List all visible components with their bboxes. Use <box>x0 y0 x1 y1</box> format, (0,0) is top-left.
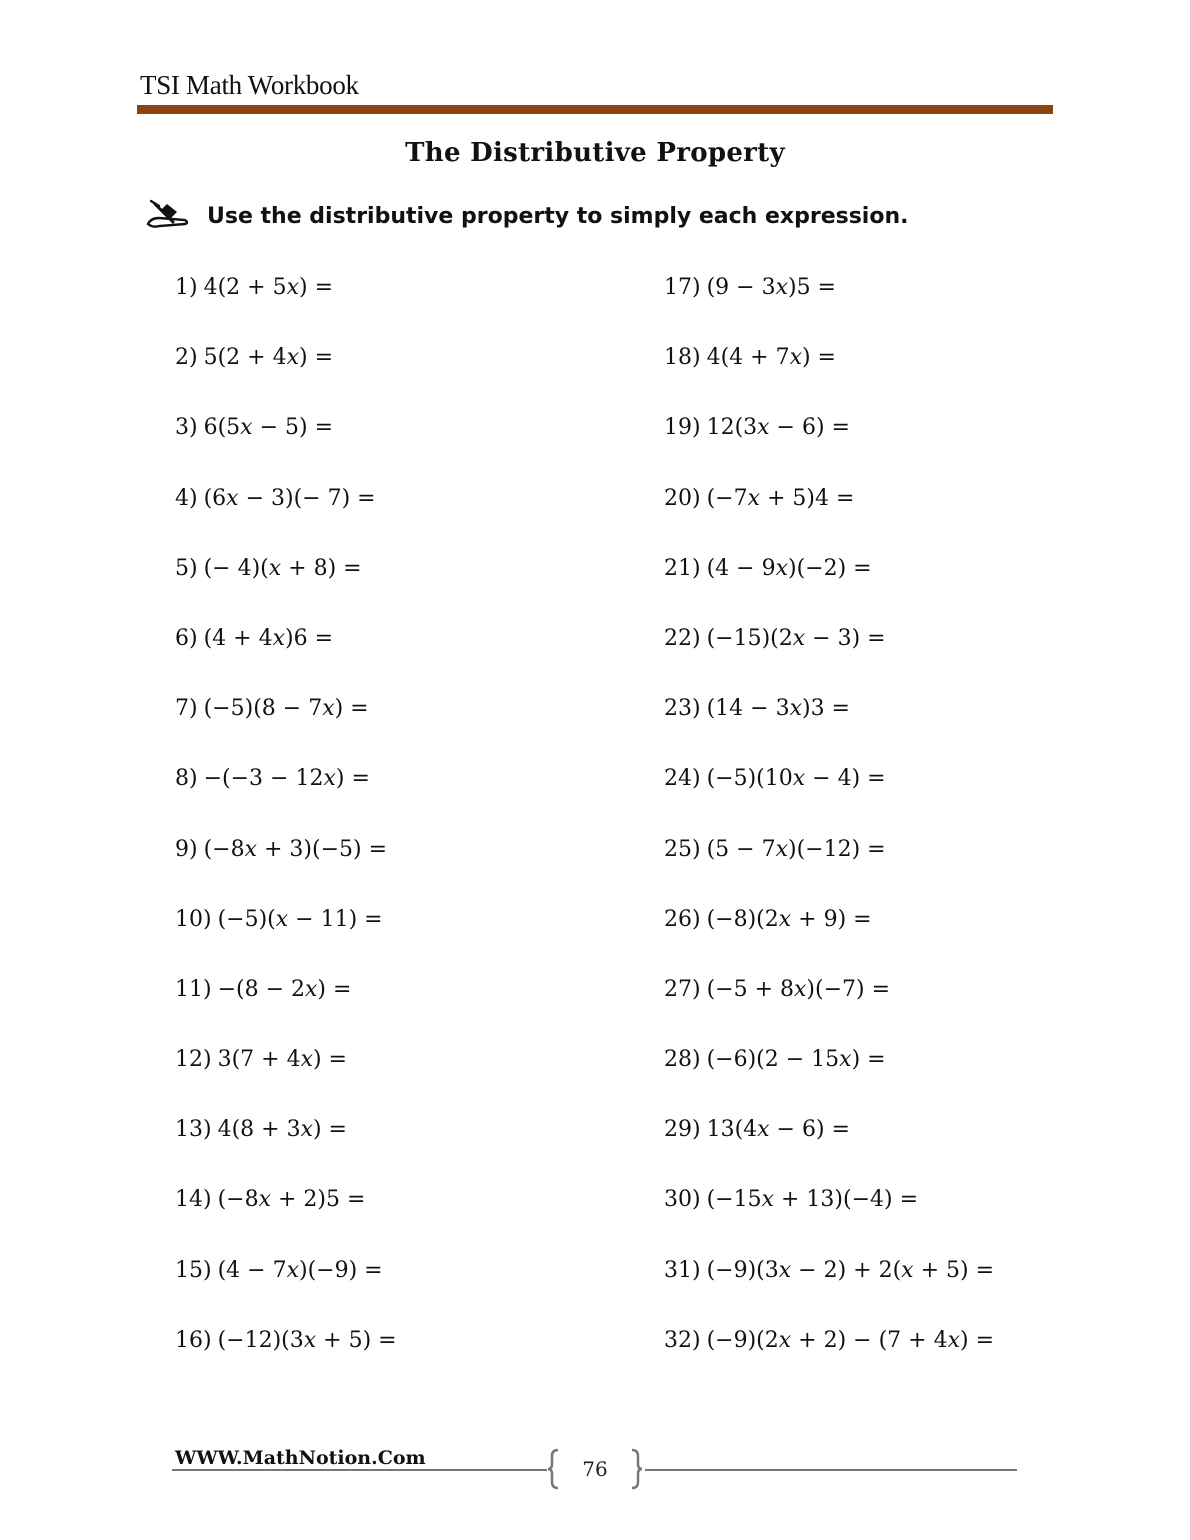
problem-number: 6) <box>175 625 198 651</box>
problem-item <box>664 486 994 556</box>
problem-item <box>175 1258 397 1328</box>
problems-right-column <box>664 275 994 1398</box>
problem-item <box>175 415 397 485</box>
problem-number: 12) <box>175 1047 212 1073</box>
problem-item <box>664 1258 994 1328</box>
problem-expression: −(8 − 2𝑥) = <box>217 976 352 1002</box>
problem-number: 26) <box>664 906 701 932</box>
problem-item <box>664 345 994 415</box>
problem-item <box>175 766 397 836</box>
problem-item <box>664 977 994 1047</box>
problem-expression: (−9)(2𝑥 + 2) − (7 + 4𝑥) = <box>706 1327 994 1353</box>
problem-item <box>664 556 994 626</box>
problem-expression: (−8𝑥 + 2)5 = <box>217 1187 366 1213</box>
problem-item <box>175 345 397 415</box>
problem-number: 21) <box>664 555 701 581</box>
problem-expression: −(−3 − 12𝑥) = <box>203 766 370 792</box>
problem-expression: (−9)(3𝑥 − 2) + 2(𝑥 + 5) = <box>706 1257 994 1283</box>
problem-expression: (5 − 7𝑥)(−12) = <box>706 836 886 862</box>
problem-number: 16) <box>175 1327 212 1353</box>
problem-expression: 12(3𝑥 − 6) = <box>706 415 850 441</box>
problem-item <box>175 907 397 977</box>
problem-expression: (−5)(8 − 7𝑥) = <box>203 696 369 722</box>
problem-item <box>175 275 397 345</box>
problem-item <box>175 1328 397 1398</box>
problem-item <box>664 837 994 907</box>
problem-item <box>175 626 397 696</box>
problem-number: 10) <box>175 906 212 932</box>
problem-item <box>664 1328 994 1398</box>
problem-item <box>175 837 397 907</box>
problem-number: 27) <box>664 976 701 1002</box>
footer-rule-left <box>172 1469 547 1471</box>
problem-number: 13) <box>175 1117 212 1143</box>
problem-number: 3) <box>175 415 198 441</box>
problem-item <box>175 1117 397 1187</box>
problem-item <box>664 766 994 836</box>
problem-item <box>175 977 397 1047</box>
header-rule <box>137 105 1053 114</box>
problem-number: 14) <box>175 1187 212 1213</box>
problem-number: 1) <box>175 275 198 300</box>
problem-expression: (−8)(2𝑥 + 9) = <box>706 906 872 932</box>
problem-expression: (−7𝑥 + 5)4 = <box>706 485 855 511</box>
problem-number: 31) <box>664 1257 701 1283</box>
problem-expression: (− 4)(𝑥 + 8) = <box>203 555 362 581</box>
page-number: 76 <box>582 1457 608 1481</box>
problem-expression: (−15)(2𝑥 − 3) = <box>706 625 886 651</box>
problem-item <box>664 626 994 696</box>
problem-item <box>664 1117 994 1187</box>
problem-number: 15) <box>175 1257 212 1283</box>
problem-number: 28) <box>664 1047 701 1073</box>
problem-number: 4) <box>175 485 198 511</box>
problem-number: 17) <box>664 275 701 300</box>
problem-expression: (9 − 3𝑥)5 = <box>706 275 836 300</box>
problem-item <box>175 1047 397 1117</box>
problem-number: 19) <box>664 415 701 441</box>
instruction <box>145 198 909 234</box>
instruction-text: Use the distributive property to simply each expression. <box>207 203 909 229</box>
problem-expression: 5(2 + 4𝑥) = <box>203 345 334 371</box>
problem-expression: (−5 + 8𝑥)(−7) = <box>706 976 891 1002</box>
problem-item <box>175 1187 397 1257</box>
problem-item <box>664 1047 994 1117</box>
problem-item <box>664 907 994 977</box>
problem-number: 8) <box>175 766 198 792</box>
footer-rule-right <box>645 1469 1017 1471</box>
problem-number: 5) <box>175 555 198 581</box>
problem-expression: 6(5𝑥 − 5) = <box>203 415 334 441</box>
problem-expression: 3(7 + 4𝑥) = <box>217 1047 347 1073</box>
problem-expression: (14 − 3𝑥)3 = <box>706 696 850 722</box>
problem-number: 29) <box>664 1117 701 1143</box>
problem-expression: (4 − 7𝑥)(−9) = <box>217 1257 383 1283</box>
problem-number: 25) <box>664 836 701 862</box>
workbook-title: TSI Math Workbook <box>140 70 359 100</box>
problem-expression: (−12)(3𝑥 + 5) = <box>217 1327 397 1353</box>
problem-expression: (−15𝑥 + 13)(−4) = <box>706 1187 919 1213</box>
problem-expression: (4 − 9𝑥)(−2) = <box>706 555 872 581</box>
problem-number: 18) <box>664 345 701 371</box>
pencil-icon <box>145 198 195 234</box>
problem-number: 9) <box>175 836 198 862</box>
problem-number: 7) <box>175 696 198 722</box>
problem-number: 24) <box>664 766 701 792</box>
problem-item <box>664 1187 994 1257</box>
problem-expression: (−5)(10𝑥 − 4) = <box>706 766 886 792</box>
problem-item <box>175 556 397 626</box>
problem-number: 32) <box>664 1327 701 1353</box>
problem-expression: (4 + 4𝑥)6 = <box>203 625 334 651</box>
problem-number: 30) <box>664 1187 701 1213</box>
problem-expression: (6𝑥 − 3)(− 7) = <box>203 485 376 511</box>
footer-website: WWW.MathNotion.Com <box>175 1447 426 1469</box>
problems-left-column <box>175 275 397 1398</box>
problem-number: 11) <box>175 976 212 1002</box>
problem-number: 2) <box>175 345 198 371</box>
problem-number: 23) <box>664 696 701 722</box>
problem-expression: (−8𝑥 + 3)(−5) = <box>203 836 388 862</box>
problem-number: 22) <box>664 625 701 651</box>
problem-expression: 13(4𝑥 − 6) = <box>706 1117 850 1143</box>
problem-item <box>175 696 397 766</box>
page-title: The Distributive Property <box>405 138 785 168</box>
problem-expression: 4(4 + 7𝑥) = <box>706 345 836 371</box>
page-number-box <box>548 1448 642 1490</box>
problem-expression: 4(2 + 5𝑥) = <box>203 275 334 300</box>
problem-number: 20) <box>664 485 701 511</box>
problem-item <box>175 486 397 556</box>
problem-expression: 4(8 + 3𝑥) = <box>217 1117 347 1143</box>
problem-expression: (−5)(𝑥 − 11) = <box>217 906 383 932</box>
problem-item <box>664 415 994 485</box>
problem-item <box>664 696 994 766</box>
problem-item <box>664 275 994 345</box>
problem-expression: (−6)(2 − 15𝑥) = <box>706 1047 886 1073</box>
